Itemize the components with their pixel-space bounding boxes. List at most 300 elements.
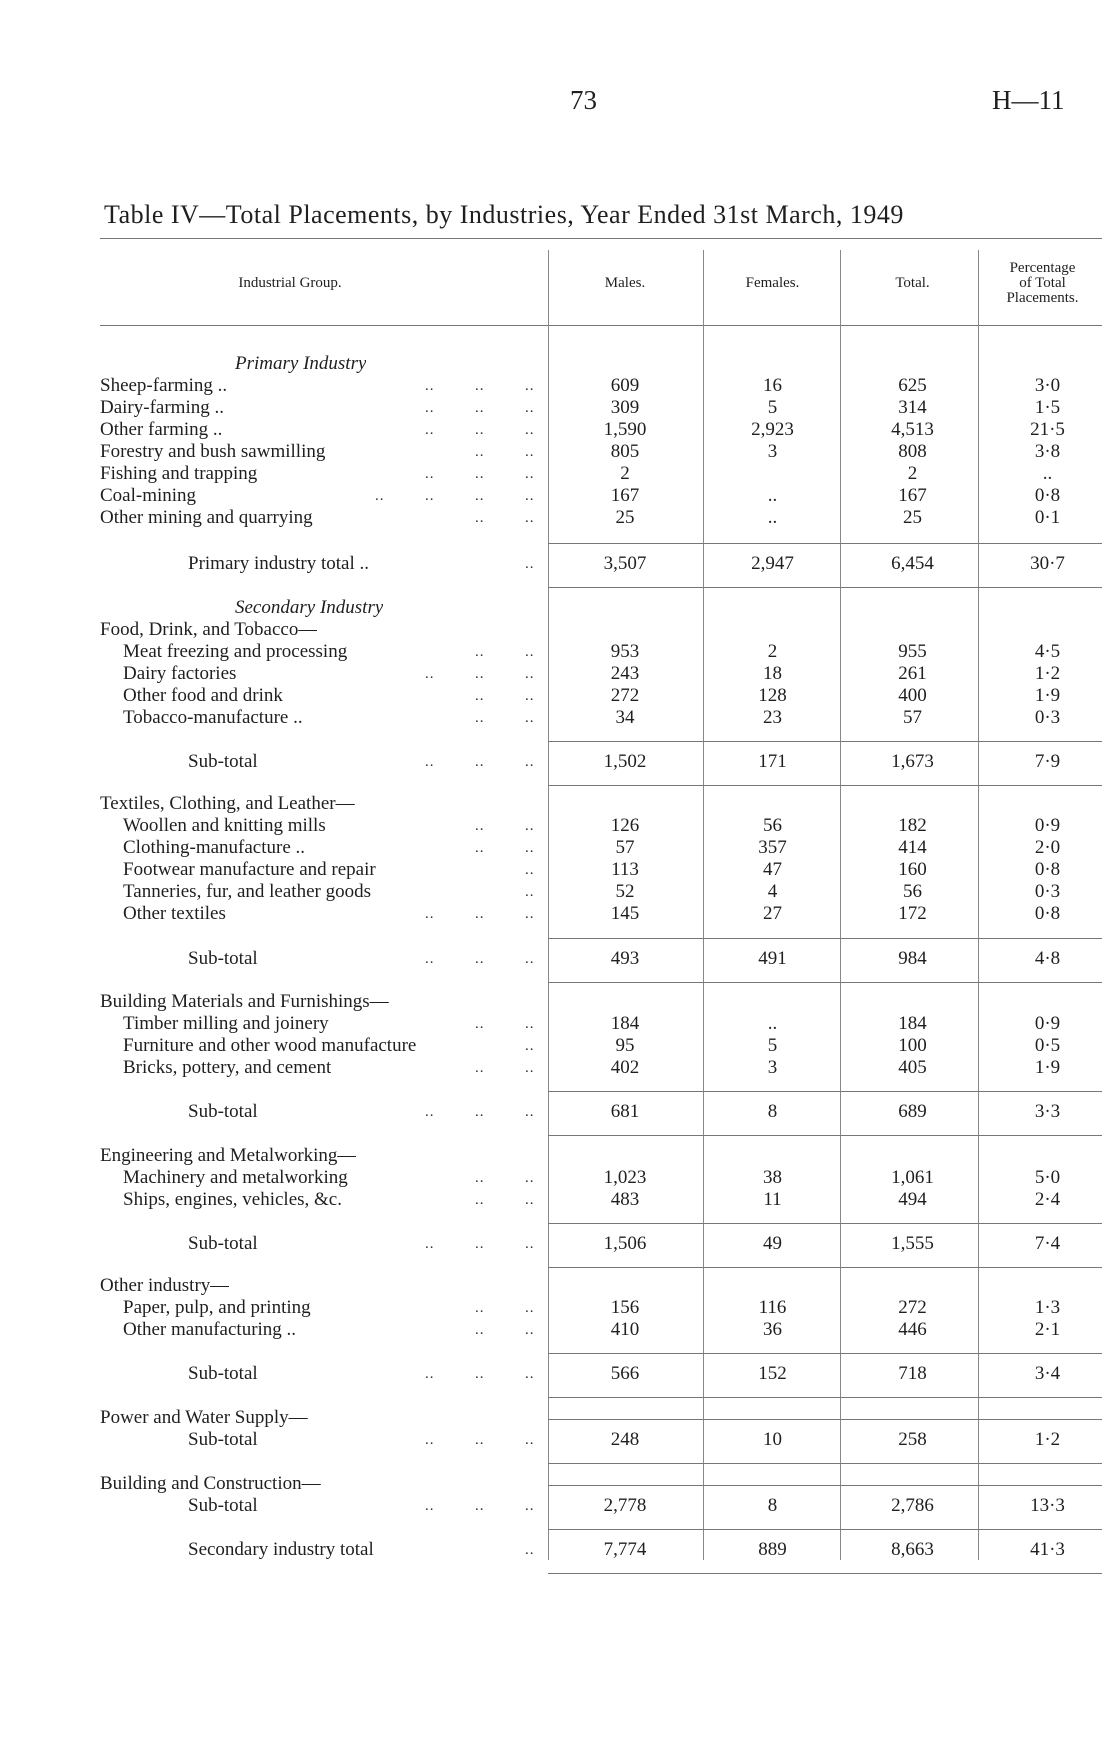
total-cell: 405 [898, 1057, 927, 1078]
leader-dots: .. [475, 688, 485, 704]
total-cell: 718 [898, 1363, 927, 1384]
leader-dots: .. [425, 422, 435, 438]
females-cell: 5 [767, 397, 778, 418]
males-cell: 483 [610, 1189, 640, 1210]
leader-dots: .. [525, 466, 535, 482]
table-row [0, 663, 1114, 685]
total-rule [548, 1529, 1102, 1530]
leader-dots: .. [475, 1322, 485, 1338]
leader-dots: .. [525, 488, 535, 504]
total-cell: 172 [898, 903, 927, 924]
total-row [0, 751, 1114, 773]
females-cell: 2 [767, 641, 778, 662]
percentage-cell: .. [1042, 463, 1053, 484]
total-cell: 184 [898, 1013, 927, 1034]
females-cell: 56 [763, 815, 782, 836]
header-bottom-rule [100, 325, 1102, 326]
leader-dots: .. [525, 1366, 535, 1382]
percentage-header-line: of Total [1019, 275, 1066, 291]
column-header-total: Total. [895, 275, 930, 291]
leader-dots: .. [475, 466, 485, 482]
leader-dots: .. [475, 510, 485, 526]
total-cell: 955 [898, 641, 927, 662]
row-label: Other textiles [123, 903, 226, 924]
leader-dots: .. [475, 906, 485, 922]
males-cell: 1,023 [603, 1167, 647, 1188]
total-cell: 261 [898, 663, 927, 684]
leader-dots: .. [525, 862, 535, 878]
page-number: 73 [570, 85, 597, 115]
percentage-cell: 7·9 [1034, 751, 1061, 772]
percentage-cell: 30·7 [1030, 553, 1065, 574]
row-label: Sub-total [188, 948, 258, 969]
females-cell: 36 [763, 1319, 782, 1340]
males-cell: 1,502 [603, 751, 647, 772]
females-cell: 8 [767, 1495, 778, 1516]
males-cell: 402 [610, 1057, 640, 1078]
males-cell: 95 [615, 1035, 635, 1056]
females-cell: .. [767, 507, 778, 528]
percentage-cell: 13·3 [1030, 1495, 1065, 1516]
females-cell: 38 [763, 1167, 782, 1188]
leader-dots: .. [475, 840, 485, 856]
table-row [0, 641, 1114, 663]
percentage-cell: 0·5 [1034, 1035, 1061, 1056]
males-cell: 410 [610, 1319, 640, 1340]
females-cell: 8 [767, 1101, 778, 1122]
total-rule [548, 1419, 1102, 1420]
males-cell: 2,778 [603, 1495, 647, 1516]
table-row [0, 1035, 1114, 1057]
percentage-cell: 41·3 [1030, 1539, 1065, 1560]
leader-dots: .. [475, 1432, 485, 1448]
total-rule [548, 1463, 1102, 1464]
females-cell: 10 [763, 1429, 782, 1450]
row-label: Building and Construction— [100, 1473, 321, 1494]
leader-dots: .. [475, 1192, 485, 1208]
males-cell: 609 [610, 375, 640, 396]
row-label: Other manufacturing .. [123, 1319, 297, 1340]
row-label: Machinery and metalworking [123, 1167, 348, 1188]
row-label: Dairy-farming .. [100, 397, 224, 418]
leader-dots: .. [525, 818, 535, 834]
row-label: Sub-total [188, 751, 258, 772]
percentage-cell: 0·3 [1034, 881, 1061, 902]
leader-dots: .. [525, 1192, 535, 1208]
row-label: Sub-total [188, 1363, 258, 1384]
table-row [0, 375, 1114, 397]
females-cell: 5 [767, 1035, 778, 1056]
total-rule [548, 543, 1102, 544]
total-rule [548, 1485, 1102, 1486]
percentage-header-line: Percentage [1009, 260, 1076, 276]
leader-dots: .. [425, 466, 435, 482]
males-cell: 167 [610, 485, 640, 506]
total-rule [548, 1267, 1102, 1268]
females-cell: 47 [763, 859, 782, 880]
row-label: Footwear manufacture and repair [123, 859, 376, 880]
females-cell: 3 [767, 441, 778, 462]
total-cell: 689 [898, 1101, 927, 1122]
males-cell: 113 [611, 859, 639, 880]
total-row [0, 1233, 1114, 1255]
section-heading [0, 597, 1114, 619]
total-cell: 6,454 [891, 553, 934, 574]
males-cell: 1,590 [603, 419, 647, 440]
total-cell: 808 [898, 441, 927, 462]
total-rule [548, 741, 1102, 742]
leader-dots: .. [525, 1104, 535, 1120]
total-rule [548, 587, 1102, 588]
leader-dots: .. [525, 1060, 535, 1076]
males-cell: 805 [610, 441, 640, 462]
leader-dots: .. [525, 1170, 535, 1186]
leader-dots: .. [525, 378, 535, 394]
leader-dots: .. [525, 666, 535, 682]
total-cell: 160 [898, 859, 927, 880]
total-cell: 25 [903, 507, 922, 528]
row-label: Timber milling and joinery [123, 1013, 329, 1034]
total-cell: 1,061 [891, 1167, 934, 1188]
leader-dots: .. [425, 666, 435, 682]
total-rule [548, 982, 1102, 983]
total-cell: 272 [898, 1297, 927, 1318]
females-cell: 23 [763, 707, 782, 728]
table-row [0, 507, 1114, 529]
leader-dots: .. [475, 1366, 485, 1382]
percentage-cell: 3·8 [1034, 441, 1061, 462]
row-label: Tobacco-manufacture .. [123, 707, 303, 728]
percentage-cell: 0·8 [1034, 485, 1061, 506]
table-row [0, 1297, 1114, 1319]
leader-dots: .. [425, 951, 435, 967]
row-label: Other mining and quarrying [100, 507, 313, 528]
females-cell: .. [767, 1013, 778, 1034]
row-label: Secondary industry total [188, 1539, 374, 1560]
percentage-cell: 1·2 [1034, 663, 1061, 684]
leader-dots: .. [525, 510, 535, 526]
males-cell: 1,506 [603, 1233, 647, 1254]
total-cell: 56 [903, 881, 922, 902]
row-label: Textiles, Clothing, and Leather— [100, 793, 355, 814]
row-label: Power and Water Supply— [100, 1407, 308, 1428]
total-cell: 4,513 [891, 419, 934, 440]
row-label: Coal-mining [100, 485, 197, 506]
leader-dots: .. [475, 1170, 485, 1186]
row-label: Sheep-farming .. [100, 375, 228, 396]
total-cell: 8,663 [891, 1539, 934, 1560]
row-label: Furniture and other wood manufacture [123, 1035, 417, 1056]
leader-dots: .. [425, 488, 435, 504]
males-cell: 493 [610, 948, 640, 969]
leader-dots: .. [475, 1060, 485, 1076]
row-label: Sub-total [188, 1233, 258, 1254]
leader-dots: .. [525, 1236, 535, 1252]
total-row [0, 553, 1114, 575]
percentage-cell: 0·8 [1034, 859, 1061, 880]
total-cell: 258 [898, 1429, 927, 1450]
row-label: Bricks, pottery, and cement [123, 1057, 332, 1078]
column-header-group: Industrial Group. [238, 275, 342, 291]
column-header-males: Males. [604, 275, 646, 291]
total-rule [548, 1135, 1102, 1136]
percentage-cell: 2·0 [1034, 837, 1061, 858]
females-cell: 3 [767, 1057, 778, 1078]
column-header-females: Females. [745, 275, 800, 291]
table-row [0, 837, 1114, 859]
percentage-cell: 0·9 [1034, 815, 1061, 836]
total-rule [548, 938, 1102, 939]
leader-dots: .. [425, 1432, 435, 1448]
females-cell: 889 [758, 1539, 787, 1560]
percentage-cell: 3·3 [1034, 1101, 1061, 1122]
females-cell: 49 [763, 1233, 782, 1254]
row-label: Sub-total [188, 1429, 258, 1450]
total-cell: 1,555 [891, 1233, 934, 1254]
leader-dots: .. [475, 1236, 485, 1252]
males-cell: 156 [610, 1297, 640, 1318]
leader-dots: .. [525, 884, 535, 900]
percentage-cell: 2·1 [1034, 1319, 1061, 1340]
row-label: Other farming .. [100, 419, 223, 440]
leader-dots: .. [525, 644, 535, 660]
table-row [0, 1013, 1114, 1035]
males-cell: 52 [615, 881, 635, 902]
row-label: Engineering and Metalworking— [100, 1145, 357, 1166]
leader-dots: .. [525, 754, 535, 770]
total-cell: 494 [898, 1189, 927, 1210]
table-row [0, 485, 1114, 507]
females-cell: 491 [758, 948, 787, 969]
row-label: Sub-total [188, 1495, 258, 1516]
males-cell: 184 [610, 1013, 640, 1034]
row-label: Forestry and bush sawmilling [100, 441, 326, 462]
row-label: Sub-total [188, 1101, 258, 1122]
table-row [0, 815, 1114, 837]
total-cell: 167 [898, 485, 927, 506]
total-cell: 446 [898, 1319, 927, 1340]
percentage-cell: 0·3 [1034, 707, 1061, 728]
total-rule [548, 1223, 1102, 1224]
row-label: Ships, engines, vehicles, &c. [123, 1189, 342, 1210]
table-row [0, 1189, 1114, 1211]
females-cell: 4 [767, 881, 778, 902]
percentage-cell: 21·5 [1030, 419, 1065, 440]
percentage-header-line: Placements. [1006, 290, 1079, 306]
leader-dots: .. [475, 1104, 485, 1120]
group-heading [0, 1145, 1114, 1167]
total-rule [548, 1353, 1102, 1354]
percentage-cell: 3·4 [1034, 1363, 1061, 1384]
leader-dots: .. [525, 1542, 535, 1558]
females-cell: 18 [763, 663, 782, 684]
total-row [0, 1539, 1114, 1561]
percentage-cell: 2·4 [1034, 1189, 1061, 1210]
leader-dots: .. [425, 754, 435, 770]
document-reference: H—11 [992, 85, 1065, 115]
leader-dots: .. [475, 400, 485, 416]
total-rule [548, 1573, 1102, 1574]
males-cell: 2 [620, 463, 630, 484]
leader-dots: .. [525, 906, 535, 922]
males-cell: 34 [615, 707, 635, 728]
table-row [0, 397, 1114, 419]
row-label: Meat freezing and processing [123, 641, 348, 662]
leader-dots: .. [525, 444, 535, 460]
leader-dots: .. [375, 488, 385, 504]
total-cell: 414 [898, 837, 927, 858]
table-row [0, 1057, 1114, 1079]
total-row [0, 948, 1114, 970]
leader-dots: .. [525, 1300, 535, 1316]
section-heading [0, 353, 1114, 375]
row-label: Woollen and knitting mills [123, 815, 326, 836]
table-row [0, 441, 1114, 463]
total-cell: 314 [898, 397, 927, 418]
row-label: Fishing and trapping [100, 463, 258, 484]
table-row [0, 1319, 1114, 1341]
percentage-cell: 7·4 [1034, 1233, 1061, 1254]
table-top-rule [100, 238, 1102, 239]
percentage-cell: 1·9 [1034, 1057, 1061, 1078]
leader-dots: .. [475, 644, 485, 660]
males-cell: 126 [610, 815, 640, 836]
leader-dots: .. [425, 1104, 435, 1120]
table-row [0, 685, 1114, 707]
leader-dots: .. [475, 378, 485, 394]
percentage-cell: 1·2 [1034, 1429, 1061, 1450]
total-cell: 57 [903, 707, 922, 728]
group-heading [0, 1473, 1114, 1495]
leader-dots: .. [475, 666, 485, 682]
total-cell: 182 [898, 815, 927, 836]
leader-dots: .. [475, 818, 485, 834]
total-cell: 2 [907, 463, 918, 484]
leader-dots: .. [525, 556, 535, 572]
column-header-percentage [980, 261, 1105, 306]
percentage-cell: 1·9 [1034, 685, 1061, 706]
percentage-cell: 4·8 [1034, 948, 1061, 969]
total-cell: 2,786 [891, 1495, 934, 1516]
females-cell: .. [767, 485, 778, 506]
females-cell: 16 [763, 375, 782, 396]
females-cell: 116 [758, 1297, 787, 1318]
leader-dots: .. [525, 1322, 535, 1338]
males-cell: 145 [610, 903, 640, 924]
females-cell: 128 [758, 685, 787, 706]
row-label: Clothing-manufacture .. [123, 837, 306, 858]
total-rule [548, 785, 1102, 786]
leader-dots: .. [525, 1432, 535, 1448]
row-label: Building Materials and Furnishings— [100, 991, 389, 1012]
row-label: Other industry— [100, 1275, 230, 1296]
males-cell: 3,507 [603, 553, 647, 574]
percentage-cell: 1·5 [1034, 397, 1061, 418]
table-row [0, 881, 1114, 903]
table-row [0, 859, 1114, 881]
total-rule [548, 1091, 1102, 1092]
group-heading [0, 1275, 1114, 1297]
table-row [0, 707, 1114, 729]
total-row [0, 1429, 1114, 1451]
group-heading [0, 619, 1114, 641]
total-row [0, 1495, 1114, 1517]
leader-dots: .. [475, 1300, 485, 1316]
row-label: Secondary Industry [235, 597, 384, 618]
leader-dots: .. [475, 1498, 485, 1514]
total-cell: 984 [898, 948, 927, 969]
row-label: Food, Drink, and Tobacco— [100, 619, 318, 640]
group-heading [0, 1407, 1114, 1429]
leader-dots: .. [425, 400, 435, 416]
leader-dots: .. [525, 422, 535, 438]
females-cell: 171 [758, 751, 787, 772]
table-title: Table IV—Total Placements, by Industries, Year Ended 31st March, 1949 [104, 200, 904, 229]
males-cell: 25 [615, 507, 635, 528]
leader-dots: .. [425, 1498, 435, 1514]
leader-dots: .. [475, 754, 485, 770]
leader-dots: .. [475, 951, 485, 967]
total-cell: 100 [898, 1035, 927, 1056]
leader-dots: .. [475, 1016, 485, 1032]
leader-dots: .. [525, 1498, 535, 1514]
total-row [0, 1363, 1114, 1385]
leader-dots: .. [425, 1366, 435, 1382]
total-cell: 1,673 [891, 751, 934, 772]
row-label: Other food and drink [123, 685, 283, 706]
leader-dots: .. [475, 422, 485, 438]
table-row [0, 903, 1114, 925]
males-cell: 953 [610, 641, 640, 662]
leader-dots: .. [475, 444, 485, 460]
males-cell: 7,774 [603, 1539, 647, 1560]
females-cell: 357 [758, 837, 787, 858]
percentage-cell: 5·0 [1034, 1167, 1061, 1188]
table-row [0, 419, 1114, 441]
row-label: Tanneries, fur, and leather goods [123, 881, 371, 902]
percentage-cell: 3·0 [1034, 375, 1061, 396]
males-cell: 566 [610, 1363, 640, 1384]
leader-dots: .. [525, 710, 535, 726]
females-cell: 27 [763, 903, 782, 924]
females-cell: 11 [763, 1189, 782, 1210]
leader-dots: .. [525, 840, 535, 856]
percentage-cell: 4·5 [1034, 641, 1061, 662]
leader-dots: .. [475, 710, 485, 726]
group-heading [0, 991, 1114, 1013]
leader-dots: .. [525, 400, 535, 416]
percentage-cell: 1·3 [1034, 1297, 1061, 1318]
males-cell: 272 [610, 685, 640, 706]
percentage-cell: 0·9 [1034, 1013, 1061, 1034]
percentage-cell: 0·8 [1034, 903, 1061, 924]
total-rule [548, 1397, 1102, 1398]
leader-dots: .. [525, 1038, 535, 1054]
males-cell: 243 [610, 663, 640, 684]
leader-dots: .. [425, 906, 435, 922]
group-heading [0, 793, 1114, 815]
males-cell: 309 [610, 397, 640, 418]
leader-dots: .. [425, 1236, 435, 1252]
total-cell: 625 [898, 375, 927, 396]
leader-dots: .. [525, 1016, 535, 1032]
table-row [0, 1167, 1114, 1189]
row-label: Primary Industry [235, 353, 367, 374]
leader-dots: .. [425, 378, 435, 394]
males-cell: 248 [610, 1429, 640, 1450]
females-cell: 2,923 [751, 419, 794, 440]
males-cell: 57 [615, 837, 635, 858]
